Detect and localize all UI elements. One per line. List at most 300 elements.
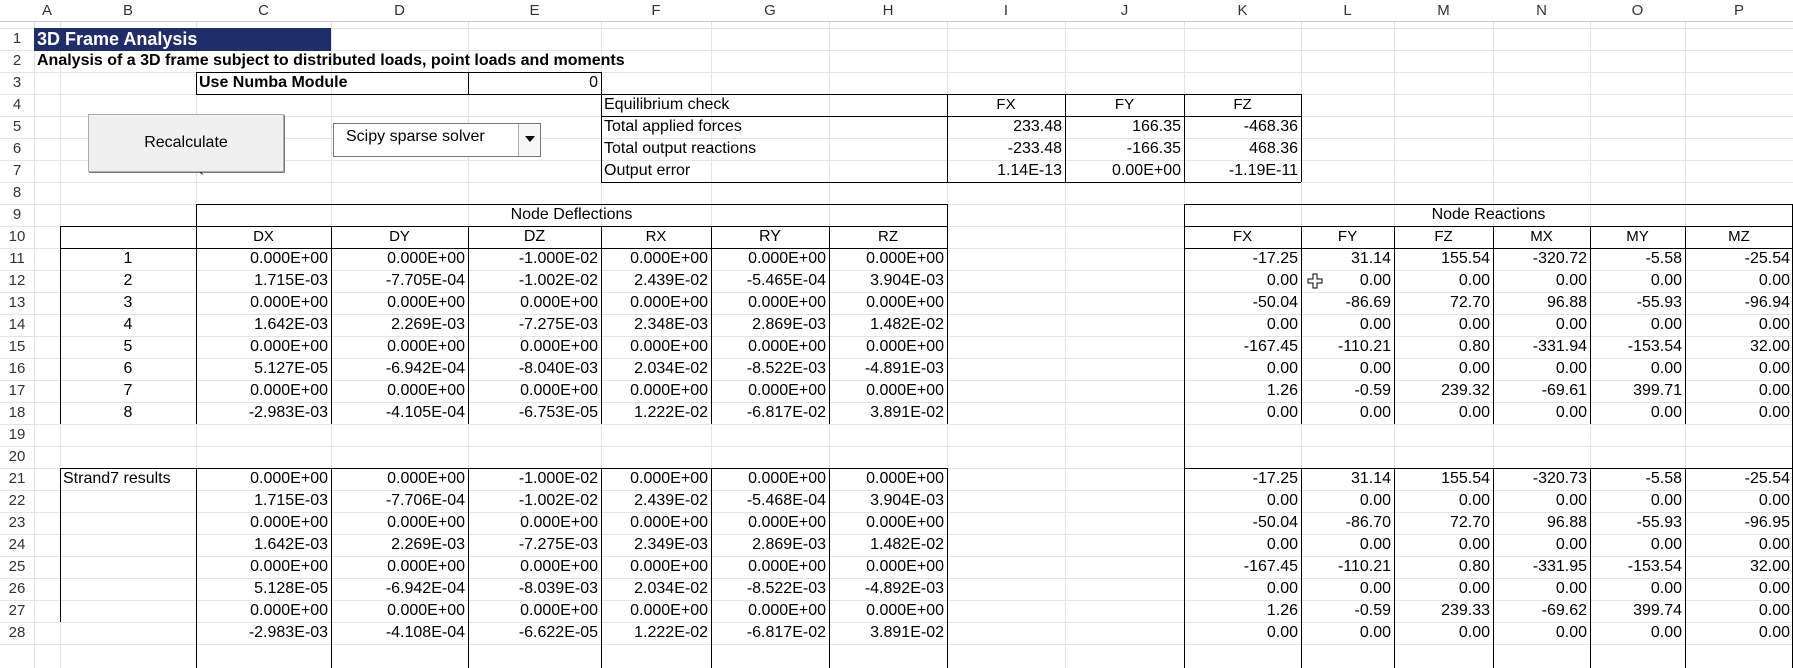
reaction-value[interactable]: -167.45 [1243,338,1298,355]
deflection-value[interactable]: 0.000E+00 [387,250,465,267]
equilibrium-row-label[interactable]: Total applied forces [604,118,742,135]
deflections-border [60,248,947,249]
deflection-value[interactable]: 2.269E-03 [391,316,465,333]
strand7-deflection-value[interactable]: 0.000E+00 [866,558,944,575]
reaction-value[interactable]: -17.25 [1252,250,1298,267]
strand7-reaction-value[interactable]: -86.70 [1345,514,1391,531]
equilibrium-value[interactable]: -166.35 [1126,140,1181,157]
reaction-value[interactable]: 0.00 [1555,404,1587,421]
numba-label[interactable]: Use Numba Module [199,74,348,91]
strand7-reaction-value[interactable]: -17.25 [1252,470,1298,487]
deflection-value[interactable]: 0.000E+00 [387,338,465,355]
reaction-value[interactable]: -25.54 [1744,250,1790,267]
deflection-value[interactable]: 1.222E-02 [634,404,708,421]
strand7-reaction-value[interactable]: 0.00 [1555,492,1587,509]
strand7-deflection-value[interactable]: 0.000E+00 [748,558,826,575]
strand7-reaction-value[interactable]: -55.93 [1636,514,1682,531]
column-header-e[interactable]: E [468,0,601,21]
reaction-value[interactable]: 0.00 [1650,360,1682,377]
strand7-reaction-value[interactable]: 96.88 [1546,514,1587,531]
strand7-reaction-value[interactable]: -96.95 [1744,514,1790,531]
deflection-col-rx[interactable]: RX [645,228,667,245]
equilibrium-border [601,182,1301,183]
column-header-l[interactable]: L [1301,0,1394,21]
column-header-f[interactable]: F [601,0,711,21]
reaction-value[interactable]: 0.00 [1555,316,1587,333]
strand7-reaction-value[interactable]: -50.04 [1252,514,1298,531]
deflection-value[interactable]: 3.891E-02 [870,404,944,421]
row-header-11[interactable]: 11 [9,250,25,267]
strand7-deflection-value[interactable]: 0.000E+00 [866,514,944,531]
column-header-b[interactable]: B [60,0,196,21]
reaction-value[interactable]: -320.72 [1532,250,1587,267]
equilibrium-row-label[interactable]: Total output reactions [604,140,757,157]
column-header-h[interactable]: H [829,0,947,21]
deflection-value[interactable]: 0.000E+00 [748,382,826,399]
strand7-reaction-value[interactable]: 0.00 [1758,624,1790,641]
deflection-value[interactable]: 0.000E+00 [748,250,826,267]
strand7-reaction-value[interactable]: 0.00 [1758,536,1790,553]
reactions-border [1301,226,1302,424]
deflection-value[interactable]: 0.000E+00 [520,294,598,311]
strand7-reaction-value[interactable]: 0.00 [1555,624,1587,641]
reaction-value[interactable]: -153.54 [1627,338,1682,355]
strand7-deflection-value[interactable]: 0.000E+00 [387,470,465,487]
row-header-8[interactable]: 8 [12,184,22,201]
strand7-deflection-value[interactable]: -6.942E-04 [385,580,465,597]
row-header-19[interactable]: 19 [8,426,26,443]
deflection-value[interactable]: 0.000E+00 [250,250,328,267]
reaction-value[interactable]: -86.69 [1345,294,1391,311]
strand7-reaction-value[interactable]: 0.00 [1758,492,1790,509]
strand7-reaction-value[interactable]: 0.00 [1266,624,1298,641]
strand7-reaction-value[interactable]: -331.95 [1532,558,1587,575]
equilibrium-border [1301,94,1302,182]
strand7-label[interactable]: Strand7 results [63,470,171,487]
row-header-7[interactable]: 7 [12,162,22,179]
deflection-value[interactable]: 0.000E+00 [630,338,708,355]
reaction-value[interactable]: 0.00 [1266,272,1298,289]
reaction-value[interactable]: 399.71 [1633,382,1682,399]
reaction-value[interactable]: 0.00 [1359,316,1391,333]
node-number[interactable]: 3 [123,294,133,311]
reaction-value[interactable]: -55.93 [1636,294,1682,311]
strand7-reaction-value[interactable]: -153.54 [1627,558,1682,575]
strand7-reaction-value[interactable]: 0.00 [1266,580,1298,597]
deflection-col-dz[interactable]: DZ [523,228,546,245]
column-header-a[interactable]: A [34,0,60,21]
strand7-reaction-value[interactable]: 0.00 [1758,580,1790,597]
deflection-value[interactable]: -4.891E-03 [864,360,944,377]
row-header-6[interactable]: 6 [12,140,22,157]
row-header-14[interactable]: 14 [8,316,26,333]
strand7-deflection-value[interactable]: 1.222E-02 [634,624,708,641]
equilibrium-value[interactable]: -468.36 [1243,118,1298,135]
row-header-3[interactable]: 3 [12,74,22,91]
reaction-col-mz[interactable]: MZ [1728,228,1750,245]
column-header-d[interactable]: D [331,0,468,21]
equilibrium-value[interactable]: -233.48 [1007,140,1062,157]
strand7-deflection-value[interactable]: 2.349E-03 [634,536,708,553]
strand7-deflection-value[interactable]: 0.000E+00 [748,470,826,487]
reaction-value[interactable]: 0.00 [1758,360,1790,377]
deflection-value[interactable]: -1.002E-02 [518,272,598,289]
reaction-col-fz[interactable]: FZ [1434,228,1453,245]
row-header-4[interactable]: 4 [12,96,22,113]
strand7-deflection-value[interactable]: 0.000E+00 [250,558,328,575]
deflection-value[interactable]: -4.105E-04 [385,404,465,421]
strand7-deflection-value[interactable]: -8.522E-03 [746,580,826,597]
strand7-reaction-value[interactable]: 239.33 [1441,602,1490,619]
deflection-value[interactable]: -6.753E-05 [518,404,598,421]
reactions-border [1590,226,1591,424]
reaction-value[interactable]: -5.58 [1645,250,1682,267]
strand7-deflection-value[interactable]: -7.706E-04 [385,492,465,509]
deflection-value[interactable]: 5.127E-05 [254,360,328,377]
reaction-value[interactable]: -331.94 [1532,338,1587,355]
deflection-value[interactable]: 0.000E+00 [866,294,944,311]
node-number[interactable]: 5 [123,338,133,355]
reaction-value[interactable]: 0.00 [1359,360,1391,377]
row-header-24[interactable]: 24 [8,536,26,553]
reaction-value[interactable]: -110.21 [1337,338,1391,355]
reaction-value[interactable]: 0.00 [1458,360,1490,377]
strand7-reaction-value[interactable]: 72.70 [1449,514,1490,531]
node-reactions-title[interactable]: Node Reactions [1431,206,1546,223]
strand7-deflection-value[interactable]: 0.000E+00 [387,558,465,575]
deflection-col-rz[interactable]: RZ [878,228,898,245]
node-number[interactable]: 7 [123,382,133,399]
deflection-value[interactable]: 0.000E+00 [748,294,826,311]
reaction-value[interactable]: 31.14 [1350,250,1391,267]
deflection-value[interactable]: 0.000E+00 [250,382,328,399]
deflection-value[interactable]: 1.715E-03 [254,272,328,289]
deflection-value[interactable]: -6.817E-02 [746,404,826,421]
column-header-n[interactable]: N [1493,0,1590,21]
sheet-title[interactable]: 3D Frame Analysis [34,28,331,51]
reaction-value[interactable]: 0.00 [1650,316,1682,333]
reaction-value[interactable]: 0.00 [1458,316,1490,333]
strand7-deflection-value[interactable]: -6.622E-05 [518,624,598,641]
reaction-value[interactable]: 0.00 [1266,360,1298,377]
reaction-col-mx[interactable]: MX [1530,228,1553,245]
strand7-reaction-value[interactable]: 0.00 [1555,536,1587,553]
strand7-deflection-value[interactable]: 1.715E-03 [254,492,328,509]
column-header-i[interactable]: I [947,0,1065,21]
deflection-value[interactable]: 2.869E-03 [752,316,826,333]
strand7-reaction-value[interactable]: 0.00 [1758,602,1790,619]
strand7-reaction-value[interactable]: 399.74 [1633,602,1682,619]
strand7-reaction-value[interactable]: 0.00 [1458,492,1490,509]
cell-cursor-icon [1307,273,1323,289]
reaction-value[interactable]: -0.59 [1354,382,1391,399]
column-header-c[interactable]: C [196,0,331,21]
strand7-deflection-value[interactable]: 2.439E-02 [634,492,708,509]
deflection-col-ry[interactable]: RY [759,228,781,245]
deflection-value[interactable]: 0.000E+00 [866,338,944,355]
strand7-deflection-value[interactable]: 2.034E-02 [634,580,708,597]
strand7-reaction-value[interactable]: 32.00 [1749,558,1790,575]
deflection-value[interactable]: 2.034E-02 [634,360,708,377]
reaction-value[interactable]: 0.00 [1650,404,1682,421]
strand7-deflection-value[interactable]: 0.000E+00 [748,602,826,619]
reaction-col-my[interactable]: MY [1626,228,1649,245]
strand7-reaction-value[interactable]: 0.00 [1458,580,1490,597]
equilibrium-value[interactable]: 1.14E-13 [997,162,1062,179]
deflection-col-dy[interactable]: DY [389,228,410,245]
row-header-21[interactable]: 21 [8,470,26,487]
reaction-value[interactable]: 0.00 [1266,404,1298,421]
reaction-value[interactable]: 0.00 [1359,404,1391,421]
reaction-value[interactable]: 72.70 [1449,294,1490,311]
deflection-value[interactable]: -5.465E-04 [746,272,826,289]
deflection-value[interactable]: -6.942E-04 [385,360,465,377]
chevron-down-icon[interactable] [518,124,540,156]
strand7-reaction-value[interactable]: 0.00 [1650,492,1682,509]
row-header-25[interactable]: 25 [8,558,26,575]
reaction-value[interactable]: 0.00 [1650,272,1682,289]
row-header-13[interactable]: 13 [8,294,26,311]
reaction-value[interactable]: 0.00 [1758,404,1790,421]
node-number[interactable]: 8 [123,404,133,421]
strand7-deflection-value[interactable]: 0.000E+00 [520,558,598,575]
strand7-reaction-value[interactable]: -110.21 [1337,558,1391,575]
numba-value[interactable]: 0 [589,74,598,91]
strand7-deflection-value[interactable]: 0.000E+00 [630,558,708,575]
strand7-deflection-value[interactable]: 3.904E-03 [870,492,944,509]
strand7-reaction-value[interactable]: -167.45 [1243,558,1298,575]
reaction-value[interactable]: 0.00 [1758,382,1790,399]
row-header-10[interactable]: 10 [8,228,26,245]
node-number[interactable]: 6 [123,360,133,377]
deflection-value[interactable]: 1.482E-02 [870,316,944,333]
strand7-deflection-value[interactable]: -4.892E-03 [864,580,944,597]
deflections-border [947,226,948,424]
strand7-deflection-value[interactable]: 0.000E+00 [387,602,465,619]
column-header-o[interactable]: O [1590,0,1685,21]
row-header-15[interactable]: 15 [8,338,26,355]
strand7-deflection-value[interactable]: 0.000E+00 [866,470,944,487]
deflection-value[interactable]: 1.642E-03 [254,316,328,333]
deflection-value[interactable]: 0.000E+00 [748,338,826,355]
strand7-deflection-value[interactable]: 5.128E-05 [254,580,328,597]
row-header-18[interactable]: 18 [8,404,26,421]
row-header-17[interactable]: 17 [8,382,26,399]
strand7-deflection-value[interactable]: -8.039E-03 [518,580,598,597]
node-number[interactable]: 1 [123,250,133,267]
reaction-value[interactable]: 32.00 [1749,338,1790,355]
strand7-reaction-value[interactable]: 0.00 [1359,624,1391,641]
strand7-reaction-value[interactable]: 0.00 [1458,536,1490,553]
node-number[interactable]: 2 [123,272,133,289]
strand7-deflection-value[interactable]: 0.000E+00 [866,602,944,619]
strand7-deflection-value[interactable]: -4.108E-04 [385,624,465,641]
strand7-deflection-value[interactable]: -5.468E-04 [746,492,826,509]
deflections-border [60,468,947,469]
row-header-5[interactable]: 5 [12,118,22,135]
strand7-reaction-value[interactable]: 31.14 [1350,470,1391,487]
reaction-value[interactable]: 0.00 [1555,272,1587,289]
row-header-16[interactable]: 16 [8,360,26,377]
deflections-border [196,468,197,668]
deflection-value[interactable]: 3.904E-03 [870,272,944,289]
strand7-deflection-value[interactable]: 1.642E-03 [254,536,328,553]
strand7-deflection-value[interactable]: 0.000E+00 [630,470,708,487]
equilibrium-col-fy[interactable]: FY [1114,96,1135,113]
deflection-value[interactable]: 0.000E+00 [250,294,328,311]
strand7-reaction-value[interactable]: -320.73 [1532,470,1587,487]
strand7-deflection-value[interactable]: 0.000E+00 [748,514,826,531]
deflection-value[interactable]: 0.000E+00 [866,382,944,399]
numba-border [196,72,197,94]
strand7-reaction-value[interactable]: -69.62 [1541,602,1587,619]
node-number[interactable]: 4 [123,316,133,333]
equilibrium-value[interactable]: 166.35 [1132,118,1181,135]
deflection-value[interactable]: -7.275E-03 [518,316,598,333]
deflection-value[interactable]: -7.705E-04 [385,272,465,289]
solver-dropdown[interactable] [333,123,541,157]
strand7-reaction-value[interactable]: -5.58 [1645,470,1682,487]
strand7-deflection-value[interactable]: 2.269E-03 [391,536,465,553]
strand7-reaction-value[interactable]: 0.00 [1650,536,1682,553]
equilibrium-value[interactable]: 468.36 [1249,140,1298,157]
strand7-deflection-value[interactable]: 0.000E+00 [630,602,708,619]
recalculate-button[interactable]: Recalculate [88,114,284,172]
strand7-deflection-value[interactable]: 0.000E+00 [520,514,598,531]
row-header-12[interactable]: 12 [8,272,26,289]
strand7-reaction-value[interactable]: 0.00 [1650,624,1682,641]
reaction-value[interactable]: 155.54 [1441,250,1490,267]
reactions-border [1685,468,1686,668]
reaction-value[interactable]: -96.94 [1744,294,1790,311]
deflection-value[interactable]: -1.000E-02 [518,250,598,267]
deflection-value[interactable]: 2.439E-02 [634,272,708,289]
reaction-value[interactable]: 1.26 [1266,382,1298,399]
deflection-value[interactable]: 2.348E-03 [634,316,708,333]
equilibrium-value[interactable]: 0.00E+00 [1112,162,1181,179]
deflection-value[interactable]: 0.000E+00 [630,250,708,267]
row-header-26[interactable]: 26 [8,580,26,597]
strand7-deflection-value[interactable]: 0.000E+00 [630,514,708,531]
strand7-deflection-value[interactable]: -1.002E-02 [518,492,598,509]
strand7-reaction-value[interactable]: 0.00 [1359,492,1391,509]
reactions-border [1184,468,1793,469]
strand7-reaction-value[interactable]: 0.00 [1266,536,1298,553]
deflection-value[interactable]: 0.000E+00 [250,338,328,355]
row-header-2[interactable]: 2 [12,52,22,69]
equilibrium-col-fx[interactable]: FX [996,96,1016,113]
reaction-col-fy[interactable]: FY [1337,228,1358,245]
strand7-reaction-value[interactable]: 0.00 [1359,580,1391,597]
row-header-23[interactable]: 23 [8,514,26,531]
reaction-col-fx[interactable]: FX [1232,228,1253,245]
strand7-reaction-value[interactable]: 0.00 [1555,580,1587,597]
strand7-deflection-value[interactable]: 0.000E+00 [250,602,328,619]
equilibrium-value[interactable]: -1.19E-11 [1228,162,1298,179]
deflection-value[interactable]: 0.000E+00 [630,294,708,311]
strand7-reaction-value[interactable]: 1.26 [1266,602,1298,619]
row-header-9[interactable]: 9 [12,206,22,223]
deflection-value[interactable]: -8.040E-03 [518,360,598,377]
strand7-deflection-value[interactable]: 1.482E-02 [870,536,944,553]
strand7-reaction-value[interactable]: -25.54 [1744,470,1790,487]
strand7-reaction-value[interactable]: 0.00 [1458,624,1490,641]
strand7-reaction-value[interactable]: -0.59 [1354,602,1391,619]
column-header-k[interactable]: K [1184,0,1301,21]
equilibrium-row-label[interactable]: Output error [604,162,691,179]
deflections-border [60,226,947,227]
strand7-deflection-value[interactable]: -2.983E-03 [248,624,328,641]
deflection-value[interactable]: -2.983E-03 [248,404,328,421]
strand7-deflection-value[interactable]: 0.000E+00 [520,602,598,619]
reaction-value[interactable]: 0.00 [1758,272,1790,289]
deflections-border [196,204,197,226]
reaction-value[interactable]: -69.61 [1541,382,1587,399]
strand7-reaction-value[interactable]: 0.00 [1266,492,1298,509]
column-header-m[interactable]: M [1394,0,1493,21]
deflection-value[interactable]: 0.000E+00 [866,250,944,267]
deflection-value[interactable]: 0.000E+00 [387,382,465,399]
row-header-1[interactable]: 1 [12,30,22,47]
equilibrium-col-fz[interactable]: FZ [1233,96,1252,113]
strand7-reaction-value[interactable]: 0.00 [1359,536,1391,553]
column-header-g[interactable]: G [711,0,829,21]
strand7-reaction-value[interactable]: 0.00 [1650,580,1682,597]
strand7-deflection-value[interactable]: 0.000E+00 [250,470,328,487]
deflections-border [829,468,830,668]
reaction-value[interactable]: 0.80 [1458,338,1490,355]
column-header-p[interactable]: P [1685,0,1793,21]
deflection-value[interactable]: 0.000E+00 [520,382,598,399]
row-header-22[interactable]: 22 [8,492,26,509]
reaction-value[interactable]: 0.00 [1758,316,1790,333]
strand7-reaction-value[interactable]: 155.54 [1441,470,1490,487]
deflection-value[interactable]: 0.000E+00 [630,382,708,399]
reaction-value[interactable]: 0.00 [1266,316,1298,333]
equilibrium-value[interactable]: 233.48 [1013,118,1062,135]
deflections-border [331,468,332,668]
equilibrium-header[interactable]: Equilibrium check [604,96,730,113]
strand7-reaction-value[interactable]: 0.80 [1458,558,1490,575]
reaction-value[interactable]: 0.00 [1555,360,1587,377]
reaction-value[interactable]: 96.88 [1546,294,1587,311]
equilibrium-border [601,116,1301,117]
strand7-deflection-value[interactable]: 0.000E+00 [387,514,465,531]
strand7-deflection-value[interactable]: 2.869E-03 [752,536,826,553]
row-header-20[interactable]: 20 [8,448,26,465]
row-header-27[interactable]: 27 [8,602,26,619]
deflection-col-dx[interactable]: DX [253,228,274,245]
deflection-value[interactable]: 0.000E+00 [387,294,465,311]
reaction-value[interactable]: 0.00 [1359,272,1391,289]
reaction-value[interactable]: 239.32 [1441,382,1490,399]
reaction-value[interactable]: 0.00 [1458,404,1490,421]
deflections-border [196,226,197,424]
node-deflections-title[interactable]: Node Deflections [510,206,633,223]
column-header-j[interactable]: J [1065,0,1184,21]
strand7-deflection-value[interactable]: 0.000E+00 [250,514,328,531]
deflection-value[interactable]: -8.522E-03 [746,360,826,377]
strand7-deflection-value[interactable]: 3.891E-02 [870,624,944,641]
reaction-value[interactable]: 0.00 [1458,272,1490,289]
row-header-28[interactable]: 28 [8,624,26,641]
reaction-value[interactable]: -50.04 [1252,294,1298,311]
strand7-deflection-value[interactable]: -7.275E-03 [518,536,598,553]
strand7-deflection-value[interactable]: -1.000E-02 [518,470,598,487]
deflection-value[interactable]: 0.000E+00 [520,338,598,355]
sheet-subtitle[interactable]: Analysis of a 3D frame subject to distributed loads, point loads and moments [37,52,625,69]
strand7-deflection-value[interactable]: -6.817E-02 [746,624,826,641]
